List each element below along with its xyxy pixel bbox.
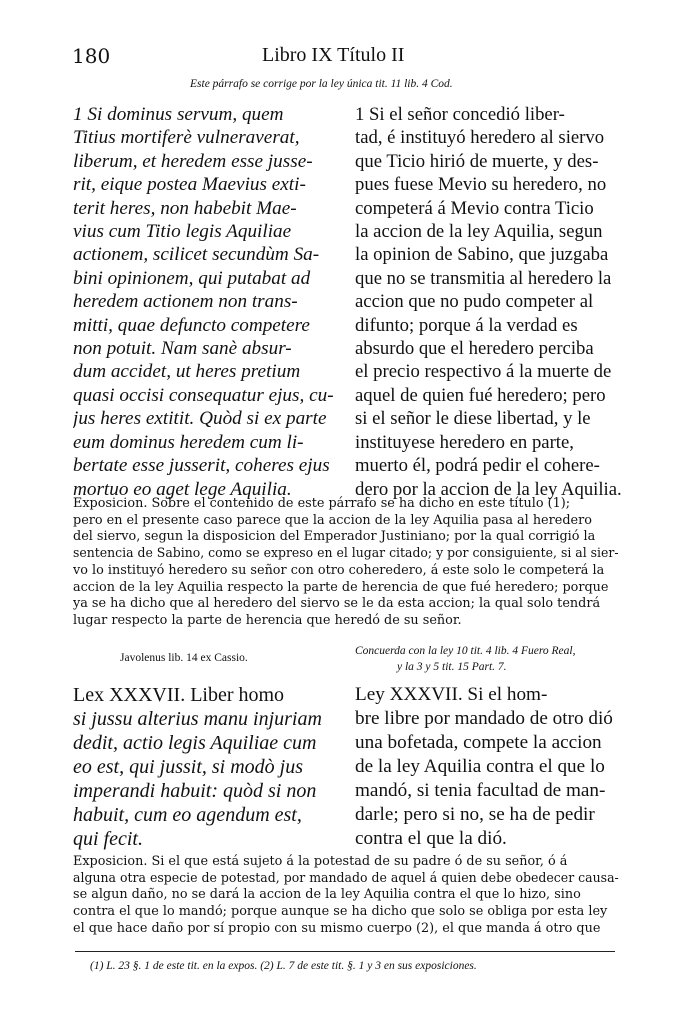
latin-line: bini opinionem, qui putabat ad (73, 267, 311, 289)
latin-line: jus heres extitit. Quòd si ex parte (73, 408, 327, 430)
latin-line: vius cum Titio legis Aquiliae (73, 221, 292, 243)
spanish-line: Ley XXXVII. Si el hom- (355, 684, 548, 705)
section2-latin-column (73, 683, 348, 851)
spanish-line: mandó, si tenia facultad de man- (355, 780, 606, 801)
latin-line: actionem, scilicet secundùm Sa- (73, 244, 320, 266)
spanish-line: aquel de quien fué heredero; pero (355, 384, 606, 406)
correction-note: Este párrafo se corrige por la ley única tit. 11 lib. 4 Cod. (190, 78, 453, 90)
latin-line: dedit, actio legis Aquiliae cum (73, 732, 317, 754)
latin-line: non potuit. Nam sanè absur- (73, 338, 292, 360)
latin-line: heredem actionem non trans- (73, 291, 298, 313)
section1-exposicion (73, 496, 619, 630)
spanish-line: la accion de la ley Aquilia, segun (355, 221, 603, 243)
latin-line: bertate esse jusserit, coheres ejus (73, 455, 330, 477)
concordance-line: y la 3 y 5 tit. 15 Part. 7. (397, 661, 507, 673)
spanish-line: muerto él, podrá pedir el cohere- (355, 455, 600, 477)
spanish-line: dero por la accion de la ley Aquilia. (355, 478, 622, 500)
spanish-line: competerá á Mevio contra Ticio (355, 197, 594, 219)
page-title: Libro IX Título II (262, 44, 405, 66)
latin-line: eo est, qui jussit, si modò jus (73, 756, 304, 778)
latin-line: liberum, et heredem esse jusse- (73, 150, 313, 172)
spanish-line: el precio respectivo á la muerte de (355, 361, 612, 383)
latin-line: habuit, cum eo agendum est, (73, 804, 302, 826)
section1-latin-column (73, 103, 345, 501)
spanish-line: la opinion de Sabino, que juzgaba (355, 244, 609, 266)
latin-line: qui fecit. (73, 828, 143, 850)
exposicion-line: contra el que lo mandó; porque aunque se ha dicho que solo se obliga por esta ley (73, 904, 608, 920)
section2-exposicion (73, 854, 619, 938)
concordance-line: Concuerda con la ley 10 tit. 4 lib. 4 Fuero Real, (355, 645, 576, 657)
spanish-line: que no se transmitia al heredero la (355, 267, 612, 289)
footnote-divider (75, 951, 615, 952)
spanish-line: una bofetada, compete la accion (355, 732, 602, 753)
latin-line: eum dominus heredem cum li- (73, 431, 304, 453)
spanish-line: de la ley Aquilia contra el que lo (355, 756, 605, 777)
latin-line: si jussu alterius manu injuriam (73, 708, 322, 730)
footnotes: (1) L. 23 §. 1 de este tit. en la expos. (2) L. 7 de este tit. §. 1 y 3 en sus exposiciones. (90, 960, 477, 972)
latin-line: Titius mortiferè vulneraverat, (73, 127, 300, 149)
latin-line: imperandi habuit: quòd si non (73, 780, 317, 802)
spanish-line: contra el que la dió. (355, 828, 507, 849)
spanish-line: 1 Si el señor concedió liber- (355, 104, 565, 125)
exposicion-line: se algun daño, no se dará la accion de la ley Aquilia contra el que lo hizo, sino (73, 887, 581, 903)
spanish-line: si el señor le diese libertad, y le (355, 408, 591, 430)
latin-line: rit, eique postea Maevius exti- (73, 174, 306, 196)
exposicion-line: alguna otra especie de potestad, por mandado de aquel á quien debe obedecer causa- (73, 870, 619, 886)
spanish-line: que Ticio hirió de muerte, y des- (355, 150, 599, 172)
latin-line: mitti, quae defuncto competere (73, 314, 310, 336)
source-citation: Javolenus lib. 14 ex Cassio. (120, 652, 248, 664)
spanish-line: absurdo que el heredero perciba (355, 338, 594, 360)
exposicion-line: vo lo instituyó heredero su señor con otro coheredero, á este solo le competerá la (73, 562, 605, 578)
spanish-line: tad, é instituyó heredero al siervo (355, 127, 605, 149)
spanish-line: accion que no pudo competer al (355, 291, 594, 313)
exposicion-line: Exposicion. Si el que está sujeto á la potestad de su padre ó de su señor, ó á (73, 854, 568, 869)
exposicion-line: sentencia de Sabino, como se expreso en el lugar citado; y por consiguiente, si al sier- (73, 546, 619, 562)
spanish-line: bre libre por mandado de otro dió (355, 708, 613, 729)
latin-line: Lex XXXVII. Liber homo (73, 684, 285, 706)
exposicion-line: del siervo, segun la disposicion del Emperador Justiniano; por la qual corrigió la (73, 529, 596, 545)
exposicion-line: accion de la ley Aquilia respecto la parte de herencia de que fué heredero; porque (73, 579, 609, 595)
page-number: 180 (72, 44, 111, 68)
exposicion-line: pero en el presente caso parece que la accion de la ley Aquilia pasa al heredero (73, 512, 592, 528)
spanish-line: darle; pero si no, se ha de pedir (355, 804, 595, 825)
latin-line: terit heres, non habebit Mae- (73, 197, 297, 219)
spanish-line: difunto; porque á la verdad es (355, 314, 578, 336)
spanish-line: pues fuese Mevio su heredero, no (355, 174, 607, 196)
latin-line: dum accidet, ut heres pretium (73, 361, 301, 383)
exposicion-line: el que hace daño por sí propio con su mismo cuerpo (2), el que manda á otro que (73, 920, 601, 936)
section2-spanish-column (355, 683, 625, 851)
latin-line: quasi occisi consequatur ejus, cu- (73, 384, 334, 406)
concordance-note (355, 643, 625, 675)
exposicion-line: Exposicion. Sobre el contenido de este párrafo se ha dicho en este título (1); (73, 496, 571, 511)
latin-line: 1 Si dominus servum, quem (73, 104, 284, 125)
section1-spanish-column (355, 103, 625, 501)
latin-line: mortuo eo aget lege Aquilia. (73, 478, 292, 500)
exposicion-line: ya se ha dicho que al heredero del siervo se le da esta accion; la qual solo tendrá (73, 596, 601, 612)
exposicion-line: lugar respecto la parte de herencia que heredó de su señor. (73, 612, 462, 628)
spanish-line: instituyese heredero en parte, (355, 431, 574, 453)
